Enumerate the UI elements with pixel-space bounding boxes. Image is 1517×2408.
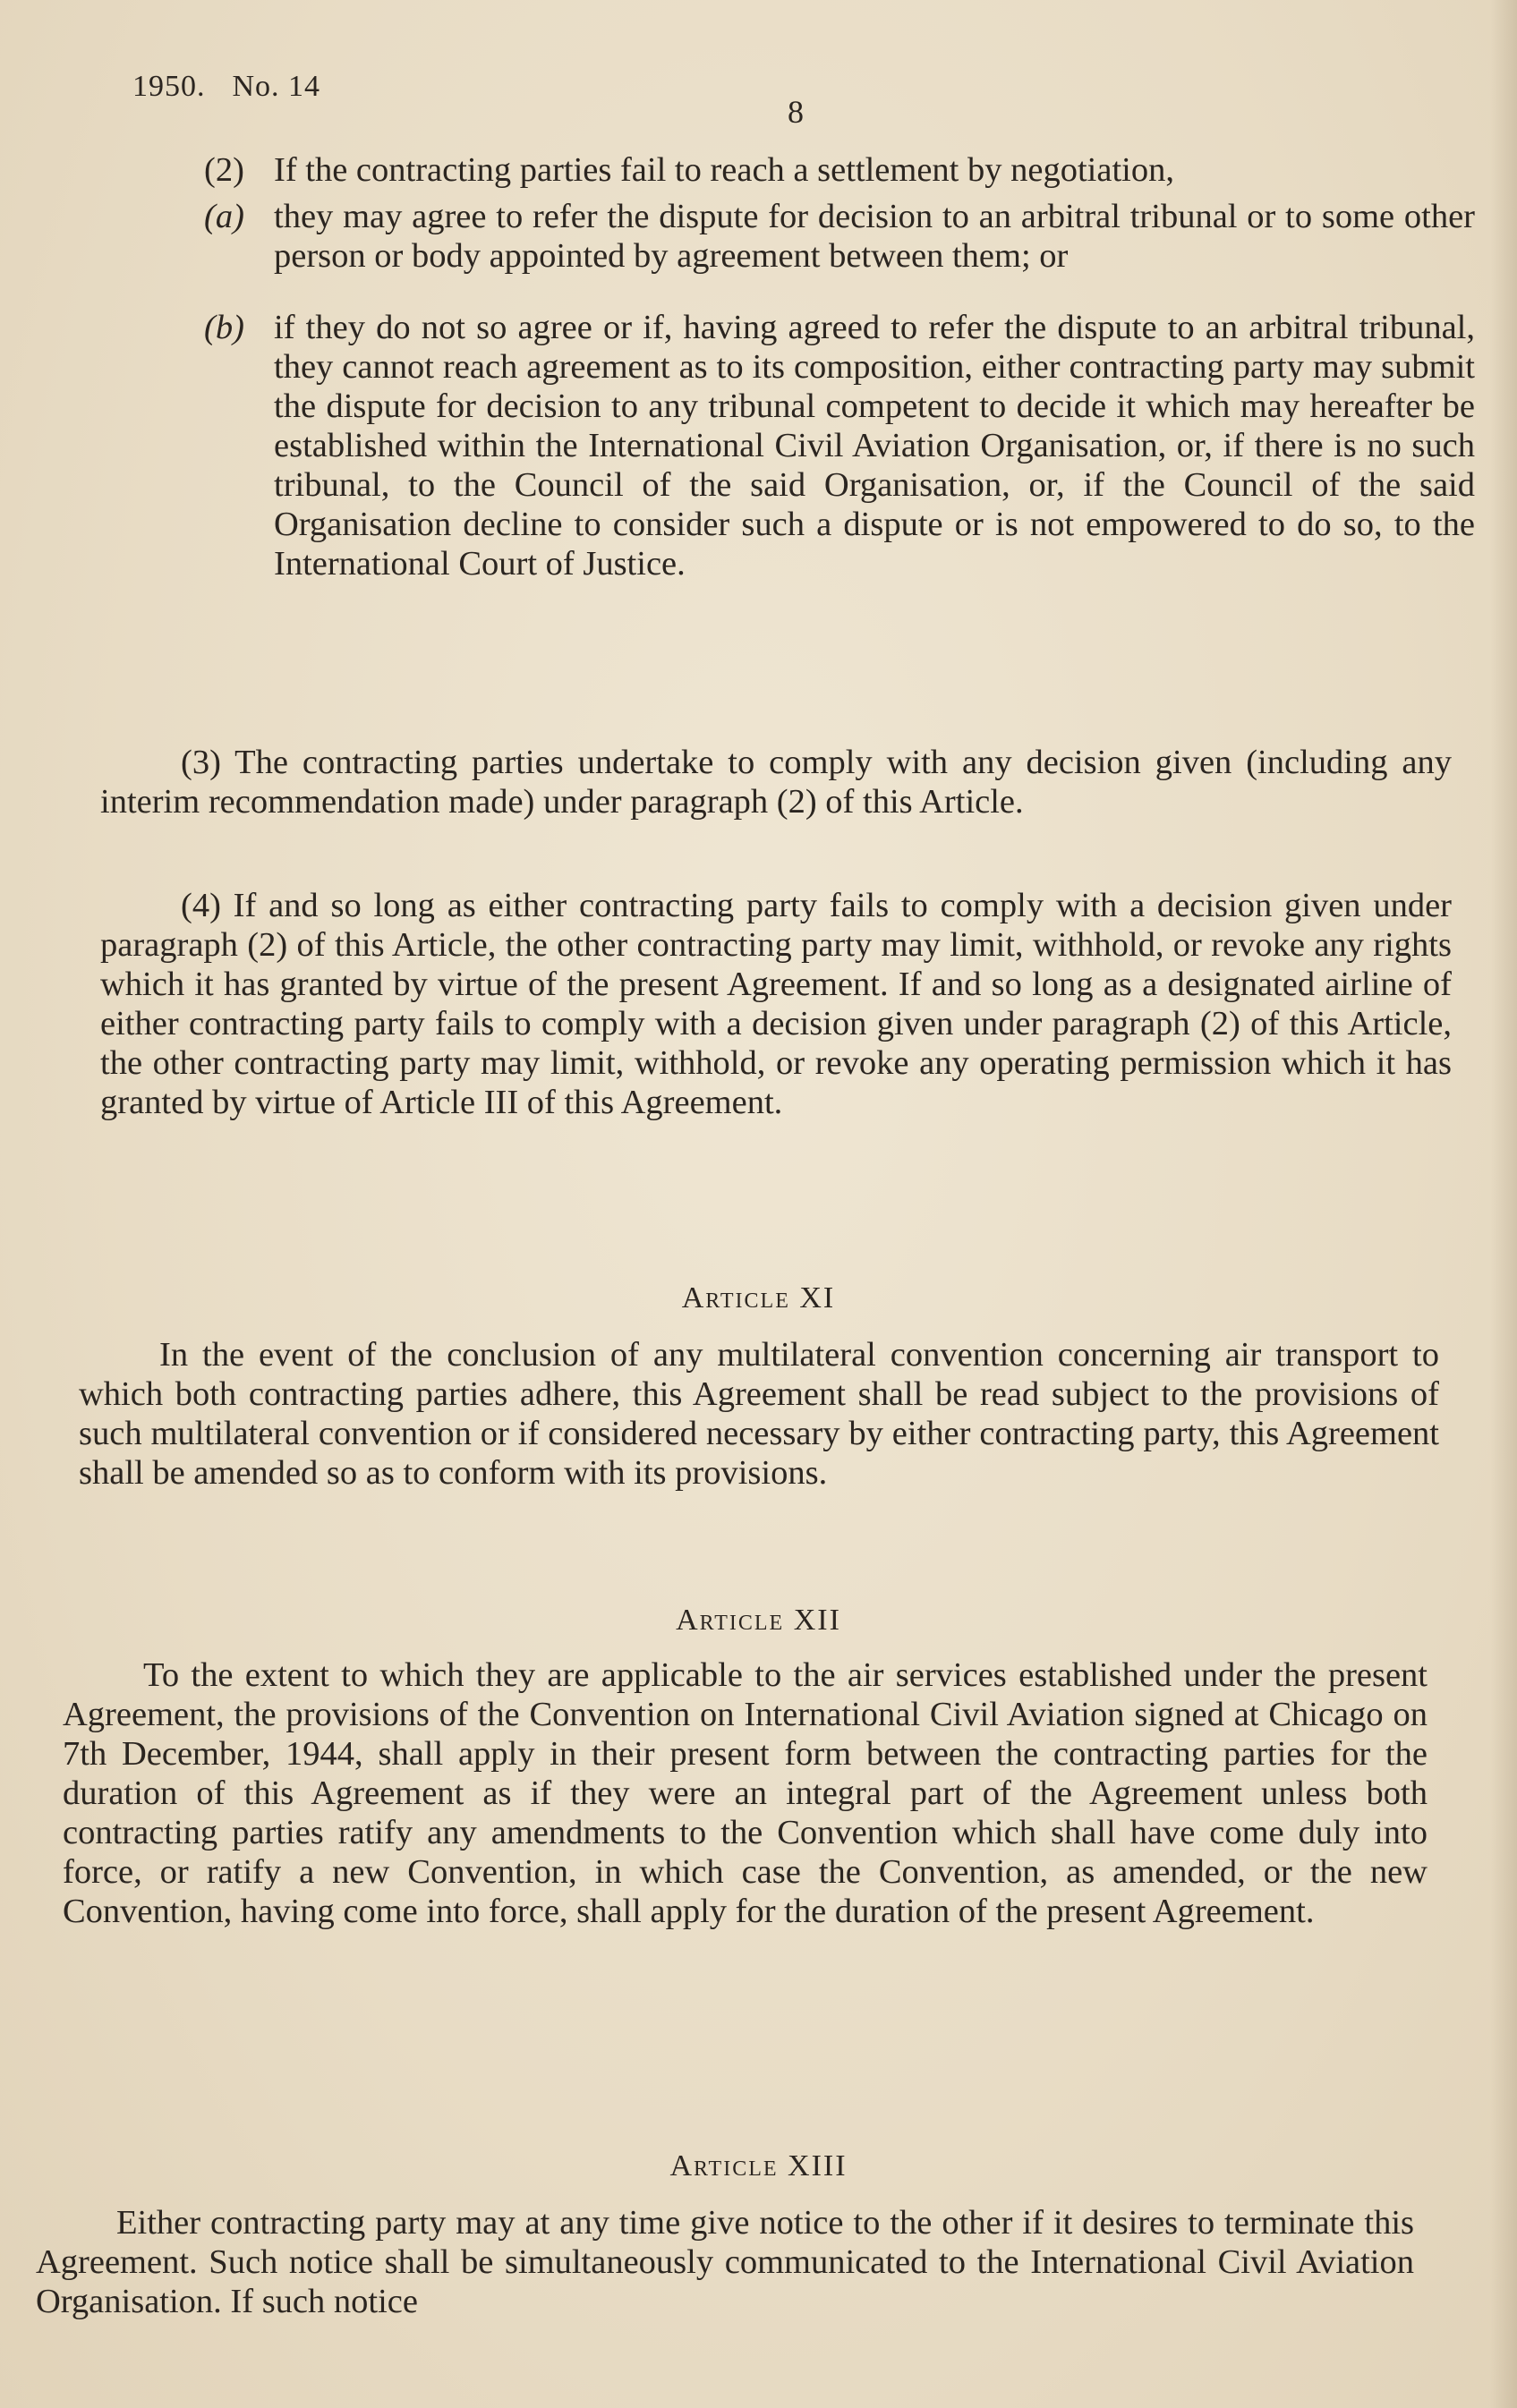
article-12-body xyxy=(63,1655,1428,1931)
article-11-text: In the event of the conclusion of any multilateral convention concerning air transport to which both contracting parties adhere, this Agreement shall be read subject to the provisions of such multilateral convention or if considered necessary by either contracting party, this Agreement shall be amended so as to conform with its provisions. xyxy=(79,1336,1439,1492)
paragraph-4-text: (4) If and so long as either contracting party fails to comply with a decision given under paragraph (2) of this Article, the other contracting party may limit, withhold, or revoke any rights which it has granted by virtue of the present Agreement. If and so long as a designated airline of either contracting party fails to comply with a decision given under paragraph (2) of this Article, the other contracting party may limit, withhold, or revoke any operating permission which it has granted by virtue of Article III of this Agreement. xyxy=(100,887,1452,1121)
subparagraph-b-text: if they do not so agree or if, having agreed to refer the dispute to an arbitral tribunal, they cannot reach agreement as to its composition, either contracting party may submit the dispute for decision to any tribunal competent to decide it which may hereafter be established within the International Civil Aviation Organisation, or, if there is no such tribunal, to the Council of the said Organisation, or, if the Council of the said Organisation decline to consider such a dispute or is not empowered to do so, to the International Court of Justice. xyxy=(274,309,1475,583)
page-header xyxy=(132,70,347,104)
article-11-body xyxy=(79,1335,1439,1493)
paragraph-3 xyxy=(100,743,1452,821)
header-number: No. 14 xyxy=(232,70,321,103)
paragraph-4 xyxy=(100,886,1452,1122)
page-number: 8 xyxy=(788,94,804,130)
article-11-heading: Article XI xyxy=(681,1281,836,1315)
page-edge-shadow xyxy=(1490,0,1517,2408)
article-12-text: To the extent to which they are applicable to the air services established under the present Agreement, the provisions of the Convention on International Civil Aviation signed at Chicago on 7th December, 1944, shall apply in their present form between the contracting parties for the duration of this Agreement as if they were an integral part of the Agreement unless both contracting parties ratify any amendments to the Convention which shall have come duly into force, or ratify a new Convention, in which case the Convention, as amended, or the new Convention, having come into force, shall apply for the duration of the present Agreement. xyxy=(63,1656,1428,1930)
header-year: 1950. xyxy=(132,70,206,103)
article-13-heading: Article XIII xyxy=(669,2149,848,2183)
article-13-text: Either contracting party may at any time give notice to the other if it desires to terminate this Agreement. Such notice shall be simultaneously communicated to the International Civil Aviation Organisation. If such notice xyxy=(36,2204,1414,2320)
article-12-heading: Article XII xyxy=(676,1604,841,1637)
article-13-body xyxy=(36,2203,1414,2321)
subparagraph-a-text: they may agree to refer the dispute for decision to an arbitral tribunal or to some other person or body appointed by agreement between them; or xyxy=(274,198,1475,275)
paragraph-2-label: (2) xyxy=(204,151,244,189)
subparagraph-a-label: (a) xyxy=(204,198,244,235)
paragraph-2-intro: If the contracting parties fail to reach a settlement by negotiation, xyxy=(274,151,1174,189)
paragraph-3-text: (3) The contracting parties undertake to comply with any decision given (including any interim recommendation made) under paragraph (2) of this Article. xyxy=(100,744,1452,821)
subparagraph-b-label: (b) xyxy=(204,309,244,346)
paragraph-2 xyxy=(204,150,1475,583)
